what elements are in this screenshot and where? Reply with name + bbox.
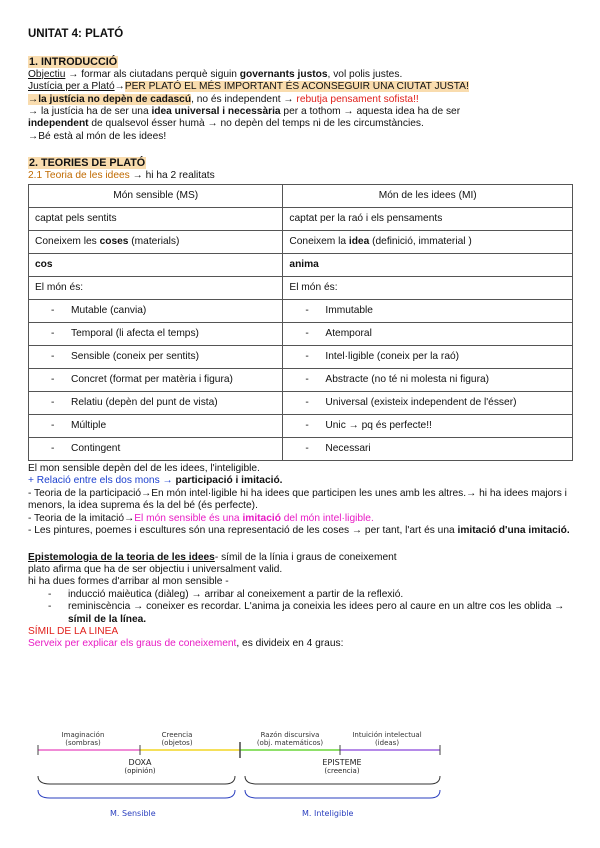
mon-sensible-depen: El mon sensible depèn del de les idees, l'inteligible. xyxy=(28,463,260,475)
header-ms: Món sensible (MS) xyxy=(29,185,283,208)
episteme-label: EPISTEME (creencia) xyxy=(322,758,362,775)
table-row: - Contingent - Necessari xyxy=(29,438,573,461)
header-mi: Món de les idees (MI) xyxy=(283,185,573,208)
worlds-comparison-table xyxy=(28,184,573,461)
table-row: captat pels sentits captat per la raó i els pensaments xyxy=(29,208,573,231)
table-row: - Temporal (li afecta el temps) - Atemporal xyxy=(29,323,573,346)
be-line: →Bé està al món de les idees! xyxy=(28,130,167,142)
epistemologia-heading: Epistemologia de la teoria de les idees- símil de la línia i graus de coneixement xyxy=(28,551,397,563)
mon-inteligible-label: M. Inteligible xyxy=(302,809,354,818)
idea-universal-line: → la justícia ha de ser una idea universal i necessària per a tothom → aquesta idea ha de ser xyxy=(28,106,461,118)
formes-list xyxy=(28,589,573,626)
justicia-dependencia-line: →la justícia no depèn de cadascú, no és independent → rebutja pensament sofista!! xyxy=(28,93,419,105)
relacio-line: + Relació entre els dos mons → participació i imitació. xyxy=(28,475,283,487)
doxa-label: DOXA (opinión) xyxy=(124,758,156,775)
table-row: - Sensible (coneix per sentits) - Intel·ligible (coneix per la raó) xyxy=(29,346,573,369)
mon-sensible-label: M. Sensible xyxy=(110,809,156,818)
table-row: cos anima xyxy=(29,254,573,277)
independent-line: independent de qualsevol ésser humà → no depèn del temps ni de les circumstàncies. xyxy=(28,118,424,130)
brace-episteme xyxy=(245,776,440,784)
page-title: UNITAT 4: PLATÓ xyxy=(28,28,124,40)
art-imitacio: - Les pintures, poemes i escultures són una representació de les coses → per tant, l'art és una imitació d'una imitació. xyxy=(28,525,570,537)
teoria-participacio: - Teoria de la participació→En món intel·ligible hi ha idees que participen les unes amb les altres.→ hi ha idees majors i menors, la idea suprema és la del bé (és perfecte). xyxy=(28,487,567,512)
document-page xyxy=(28,28,573,651)
brace-ms xyxy=(38,790,235,798)
dues-formes: hi ha dues formes d'arribar al mon sensible - xyxy=(28,576,229,588)
brace-mi xyxy=(245,790,440,798)
justicia-line: Justícia per a Plató→PER PLATÓ EL MÉS IMPORTANT ÉS ACONSEGUIR UNA CIUTAT JUSTA! xyxy=(28,81,469,93)
grau-imaginacio: Imaginación (sombras) xyxy=(61,731,105,747)
table-row: - Relatiu (depèn del punt de vista) - Universal (existeix independent de l'ésser) xyxy=(29,392,573,415)
subsection-teoria-idees: 2.1 Teoria de les idees → hi ha 2 realitats xyxy=(28,169,215,181)
teoria-imitacio: - Teoria de la imitació→El món sensible és una imitació del món intel·ligible. xyxy=(28,512,374,524)
grau-intuicio: Intuición intelectual (ideas) xyxy=(352,731,422,747)
simil-intro: Serveix per explicar els graus de coneixement, es divideix en 4 graus: xyxy=(28,638,344,650)
section-heading-intro: 1. INTRODUCCIÓ xyxy=(29,56,118,69)
table-row: Coneixem les coses (materials) Coneixem la idea (definició, immaterial ) xyxy=(29,231,573,254)
table-row: - Mutable (canvia) - Immutable xyxy=(29,300,573,323)
simil-linea-diagram xyxy=(30,728,450,828)
simil-heading: SÍMIL DE LA LINEA xyxy=(28,625,119,637)
objectiu-universal: plato afirma que ha de ser objectiu i universalment valid. xyxy=(28,563,283,575)
brace-doxa xyxy=(38,776,235,784)
table-row: El món és: El món és: xyxy=(29,277,573,300)
list-item: - reminiscència → coneixer es recordar. L'anima ja coneixia les idees pero al caure en un altre cos les oblida → símil de la línea. xyxy=(48,601,573,626)
grau-creencia: Creencia (objetos) xyxy=(161,731,193,747)
table-row: - Concret (format per matèria i figura) - Abstracte (no té ni molesta ni figura) xyxy=(29,369,573,392)
table-row: - Múltiple - Unic → pq és perfecte!! xyxy=(29,415,573,438)
section-heading-teories: 2. TEORIES DE PLATÓ xyxy=(29,157,146,170)
list-item: - inducció maièutica (diàleg) → arribar al coneixement a partir de la reflexió. xyxy=(48,589,573,601)
objectiu-line: Objectiu → formar als ciutadans perquè siguin governants justos, vol polis justes. xyxy=(28,68,403,80)
table-header-row xyxy=(29,185,573,208)
grau-rao: Razón discursiva (obj. matemáticos) xyxy=(256,731,324,747)
simil-line-svg xyxy=(30,728,450,828)
